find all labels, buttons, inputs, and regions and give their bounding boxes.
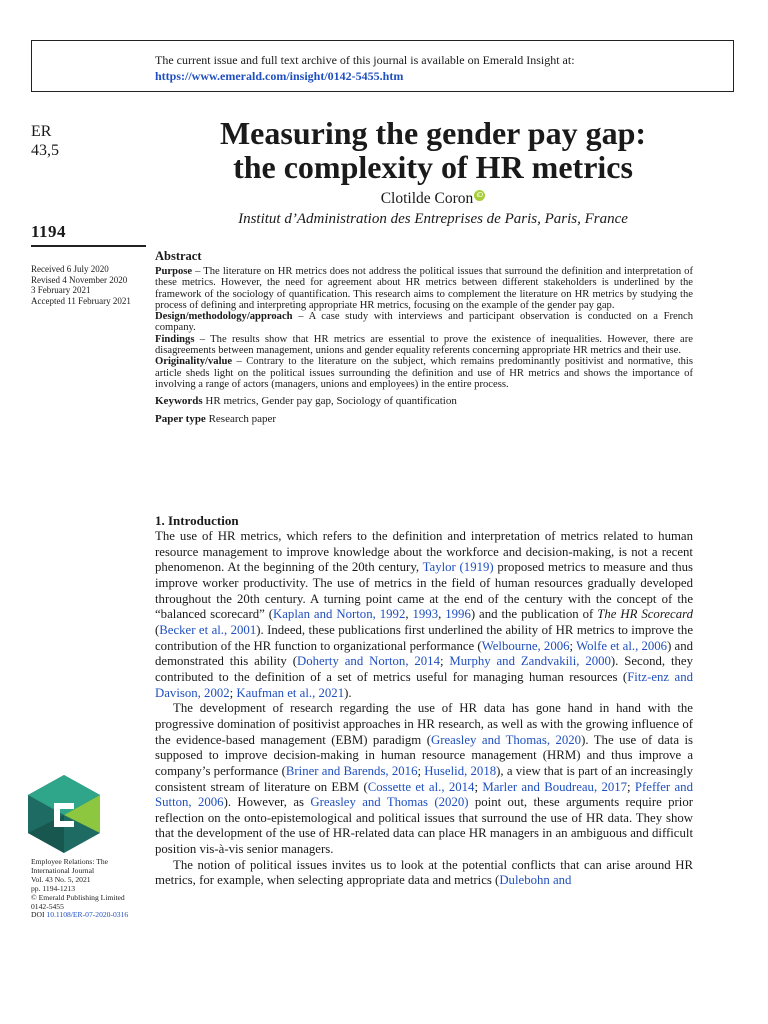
citation-link[interactable]: Briner and Barends, 2016: [285, 763, 418, 778]
abstract-heading: Abstract: [155, 249, 202, 263]
journal-info: [31, 858, 141, 920]
journal-code: ER: [31, 123, 52, 140]
text: ). However, as: [223, 795, 311, 810]
body-paragraph-2: [155, 701, 693, 858]
citation-link[interactable]: Huselid, 2018: [424, 763, 497, 778]
citation-link[interactable]: Pfeffer and Sutton, 2006: [155, 779, 693, 810]
journal-pages: pp. 1194-1213: [31, 883, 76, 893]
text: ). The use of data is supposed to improve decision-making in human resource management (HRM) and thus improve a company’s performance (: [155, 732, 693, 778]
body-paragraph-3: [155, 858, 693, 889]
text: The use of HR metrics, which refers to the definition and interpretation of metrics related to human resource management to improve knowledge about the workforce and decision-making, is not a recent phenomenon. At the beginning of the 20th century,: [155, 529, 693, 575]
journal-url-link[interactable]: https://www.emerald.com/insight/0142-5455.htm: [155, 69, 404, 83]
design-text: – A case study with interviews and participant observation is conducted on a French company.: [155, 311, 693, 334]
citation-link[interactable]: Cossette et al., 2014: [367, 779, 475, 794]
abstract-design: [155, 311, 693, 334]
citation-link[interactable]: Kaufman et al., 2021: [236, 685, 345, 700]
citation-link[interactable]: Fitz-enz and Davison, 2002: [155, 669, 693, 700]
received-date: Received 6 July 2020: [31, 264, 109, 274]
body-paragraph-1: [155, 529, 693, 701]
text: ;: [439, 654, 450, 669]
text: ;: [569, 638, 577, 653]
text: ) and the publication of: [470, 607, 598, 622]
text: ;: [474, 779, 483, 794]
copyright: © Emerald Publishing Limited: [31, 892, 125, 902]
book-title: The HR Scorecard: [597, 607, 693, 622]
text: ). Second, they contributed to the definition of a set of metrics useful for managing human resources (: [155, 654, 693, 684]
text: ), a view that is part of an increasingly consistent stream of literature on EBM (: [155, 763, 693, 794]
banner-text: The current issue and full text archive of this journal is available on Emerald Insight at:: [155, 53, 575, 67]
citation-link[interactable]: Becker et al., 2001: [159, 622, 257, 637]
originality-label: Originality/value: [155, 356, 233, 368]
article-body: [155, 513, 693, 889]
issn: 0142-5455: [31, 901, 64, 911]
citation-link[interactable]: Kaplan and Norton, 1992: [273, 607, 406, 622]
purpose-label: Purpose: [155, 266, 193, 277]
citation-link[interactable]: Wolfe et al., 2006: [576, 638, 668, 653]
abstract-purpose: [155, 266, 693, 311]
citation-link[interactable]: Marler and Boudreau, 2017: [482, 779, 628, 794]
citation-link[interactable]: Greasley and Thomas, 2020: [430, 732, 582, 747]
purpose-text: – The literature on HR metrics does not address the political issues that surround the definition and interpretation of these metrics. However, the need for agreement about HR metrics between different stakeholders is underlined by the framework of the sociology of quantification. This research aims to complement the literature on HR metrics by studying the process of defining and interpreting appropriate HR metrics, focusing on the example of the gender pay gap.: [155, 266, 693, 311]
keywords-label: Keywords: [155, 395, 203, 408]
article-dates: [31, 264, 146, 306]
text: ;: [627, 779, 635, 794]
revised-date: Revised 4 November 2020: [31, 274, 128, 285]
citation-link[interactable]: 1993: [412, 607, 439, 622]
text: point out, these arguments require prior reflection on the onto-epistemological and political issues that surround the use of HR data. They show that the development of the use of HR-related data can place HR managers in an ambiguous and difficult position vis-à-vis senior managers.: [155, 795, 693, 857]
journal-name-line1: Employee Relations: The: [31, 857, 109, 866]
journal-volume: Vol. 43 No. 5, 2021: [31, 874, 91, 884]
journal-availability-banner: [31, 40, 734, 92]
citation-link[interactable]: Greasley and Thomas (2020): [310, 795, 469, 810]
page-number: 1194: [31, 222, 146, 247]
citation-link[interactable]: Murphy and Zandvakili, 2000: [449, 654, 611, 669]
journal-code-block: [31, 122, 146, 160]
orcid-icon[interactable]: iD: [474, 190, 485, 201]
text: The development of research regarding the use of HR data has gone hand in hand with the progressive domination of positivist approaches in HR research, as well as with the growing influence of the evidence-based management (EBM) paradigm (: [155, 701, 693, 747]
revised-date-2: 3 February 2021: [31, 285, 91, 295]
text: ,: [405, 607, 413, 622]
text: ). Indeed, these publications first underlined the ability of HR metrics to improve the contribution of the HR function to organizational performance (: [155, 622, 694, 653]
author-line: [150, 190, 716, 208]
abstract-findings: [155, 334, 693, 357]
text: ) and demonstrated this ability (: [155, 638, 694, 669]
abstract-originality: [155, 356, 693, 390]
title-line-1: Measuring the gender pay gap:: [219, 115, 647, 151]
paper-type-label: Paper type: [155, 413, 206, 426]
paper-type: [155, 413, 693, 425]
article-title: [150, 116, 716, 184]
text: ).: [344, 685, 352, 700]
accepted-date: Accepted 11 February 2021: [31, 295, 131, 306]
doi-label: DOI: [31, 910, 47, 920]
keywords: [155, 395, 693, 407]
text: ,: [438, 607, 446, 622]
text: ;: [417, 763, 425, 778]
doi-line: [31, 911, 141, 920]
volume-issue: 43,5: [31, 142, 59, 159]
text: The notion of political issues invites us to look at the potential conflicts that can arise around HR metrics, for example, when selecting appropriate data and metrics (: [155, 857, 693, 888]
doi-link[interactable]: 10.1108/ER-07-2020-0316: [46, 910, 129, 920]
keywords-text: HR metrics, Gender pay gap, Sociology of quantification: [202, 395, 457, 408]
author-affiliation: Institut d’Administration des Entreprises de Paris, Paris, France: [238, 211, 628, 227]
findings-text: – The results show that HR metrics are essential to prove the existence of inequalities. However, there are disagreements between management, unions and gender equality referents concerning appropriate HR metrics and their use.: [155, 333, 693, 357]
title-line-2: the complexity of HR metrics: [233, 149, 633, 185]
citation-link[interactable]: Welbourne, 2006: [481, 638, 570, 653]
text: (: [155, 622, 160, 637]
citation-link[interactable]: 1996: [445, 607, 471, 622]
abstract: [155, 249, 693, 425]
author-name[interactable]: Clotilde Coron: [380, 190, 474, 207]
findings-label: Findings: [155, 333, 195, 345]
text: ;: [229, 685, 237, 700]
citation-link[interactable]: Doherty and Norton, 2014: [296, 654, 440, 669]
text: proposed metrics to measure and thus improve worker productivity. The use of metrics in the field of human resources gradually developed throughout the 20th century. A turning point came at the end of the century with the concept of the “balanced scorecard” (: [155, 560, 693, 622]
citation-link[interactable]: Dulebohn and: [499, 873, 572, 888]
journal-name-line2: International Journal: [31, 865, 95, 875]
design-label: Design/methodology/approach: [155, 311, 293, 323]
citation-link[interactable]: Taylor (1919): [422, 560, 494, 575]
section-heading: 1. Introduction: [155, 513, 239, 528]
originality-text: – Contrary to the literature on the subject, which remains predominantly positivist and normative, this article sheds light on the political issues surrounding the definition and use of HR metrics and shows the importance of involving a range of actors (managers, unions and employees) in the entire process.: [155, 356, 693, 390]
emerald-publisher-logo: [28, 775, 100, 853]
paper-type-text: Research paper: [205, 413, 277, 426]
